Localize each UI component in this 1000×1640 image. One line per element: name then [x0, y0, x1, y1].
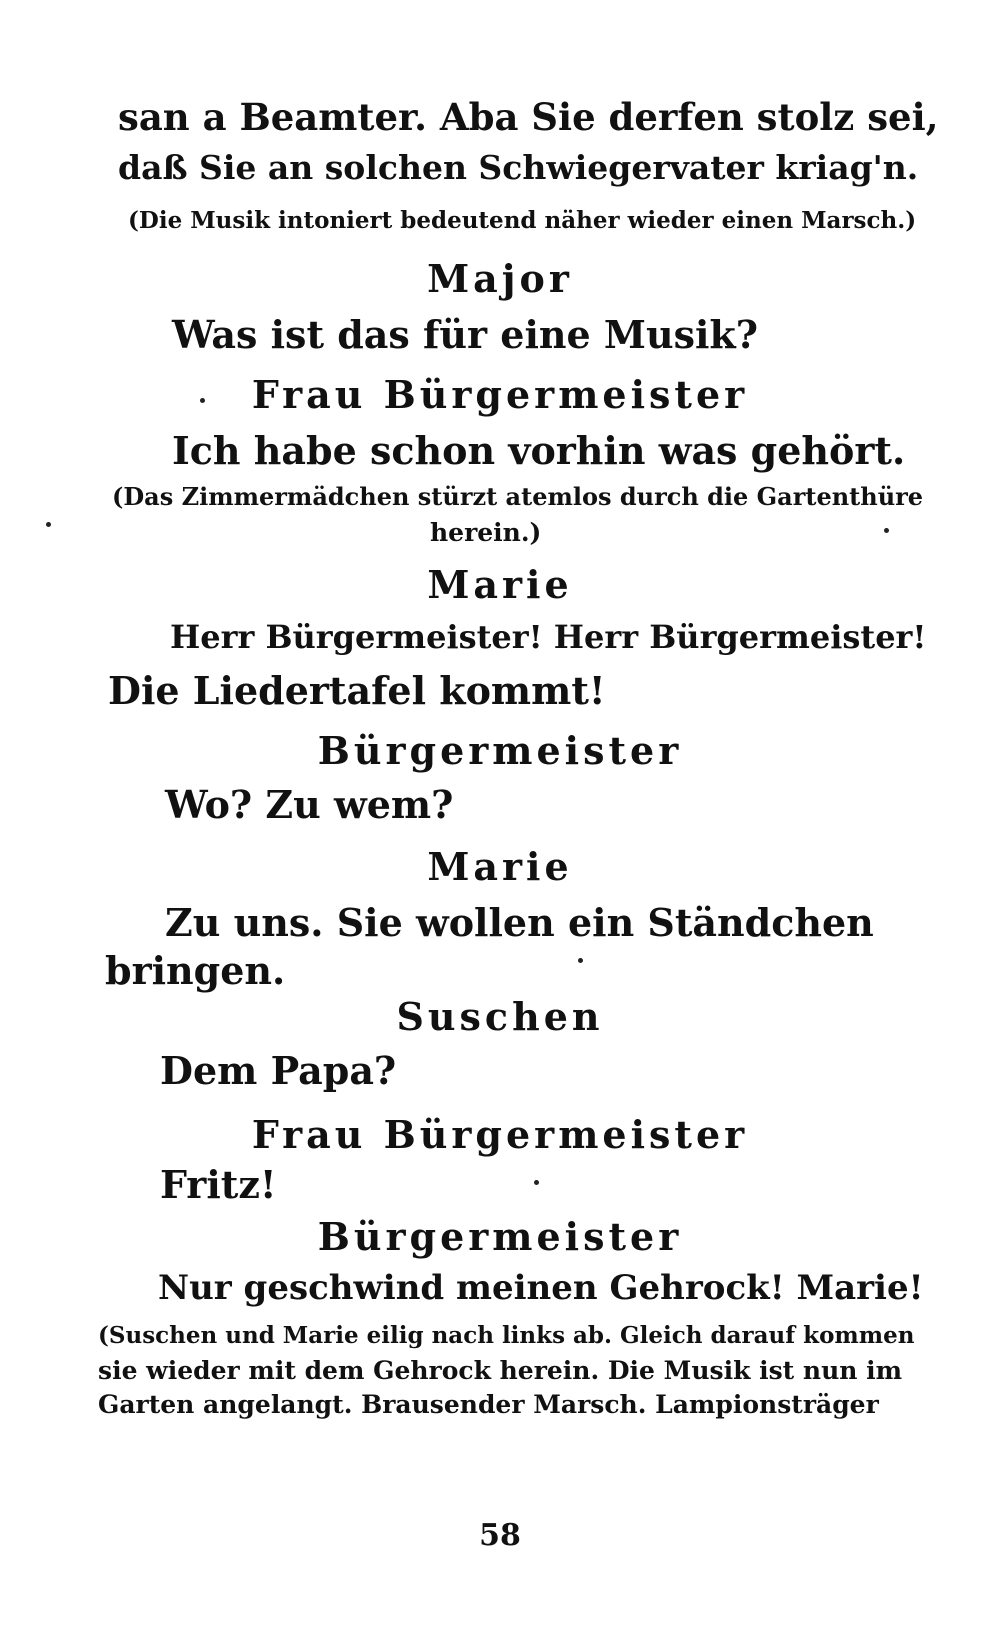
dialogue-line: bringen.: [105, 948, 286, 993]
dialogue-line: Dem Papa?: [160, 1048, 397, 1093]
ink-speck: [46, 522, 51, 527]
dialogue-line: Ich habe schon vorhin was gehört.: [172, 428, 906, 473]
ink-speck: [884, 528, 889, 533]
speaker-name: Frau Bürgermeister: [251, 372, 749, 417]
dialogue-line: daß Sie an solchen Schwiegervater kriag'n.: [118, 148, 919, 187]
speaker-name: Bürgermeister: [317, 1214, 683, 1259]
speaker-name: Major: [427, 256, 573, 301]
speaker-name: Suschen: [396, 994, 604, 1039]
ink-speck: [200, 398, 205, 403]
dialogue-line: Zu uns. Sie wollen ein Ständchen: [165, 900, 874, 945]
dialogue-line: Was ist das für eine Musik?: [172, 312, 759, 357]
ink-speck: [578, 958, 583, 963]
stage-direction: Garten angelangt. Brausender Marsch. Lampionsträger: [98, 1390, 879, 1419]
stage-direction: (Die Musik intoniert bedeutend näher wieder einen Marsch.): [128, 207, 917, 234]
stage-direction: sie wieder mit dem Gehrock herein. Die Musik ist nun im: [98, 1356, 903, 1385]
page-number: 58: [479, 1518, 521, 1553]
dialogue-line: Die Liedertafel kommt!: [108, 668, 606, 713]
speaker-name: Marie: [427, 844, 573, 889]
dialogue-line: san a Beamter. Aba Sie derfen stolz sei,: [118, 95, 939, 139]
dialogue-line: Fritz!: [160, 1162, 277, 1207]
dialogue-line: Wo? Zu wem?: [165, 782, 454, 827]
dialogue-line: Herr Bürgermeister! Herr Bürgermeister!: [170, 618, 927, 656]
stage-direction: (Das Zimmermädchen stürzt atemlos durch die Gartenthüre: [112, 482, 924, 511]
dialogue-line: Nur geschwind meinen Gehrock! Marie!: [158, 1268, 924, 1308]
stage-direction: (Suschen und Marie eilig nach links ab. Gleich darauf kommen: [98, 1322, 915, 1349]
ink-speck: [534, 1180, 539, 1185]
speaker-name: Marie: [427, 562, 573, 607]
stage-direction: herein.): [430, 518, 542, 547]
speaker-name: Bürgermeister: [317, 728, 683, 773]
speaker-name: Frau Bürgermeister: [251, 1112, 749, 1157]
